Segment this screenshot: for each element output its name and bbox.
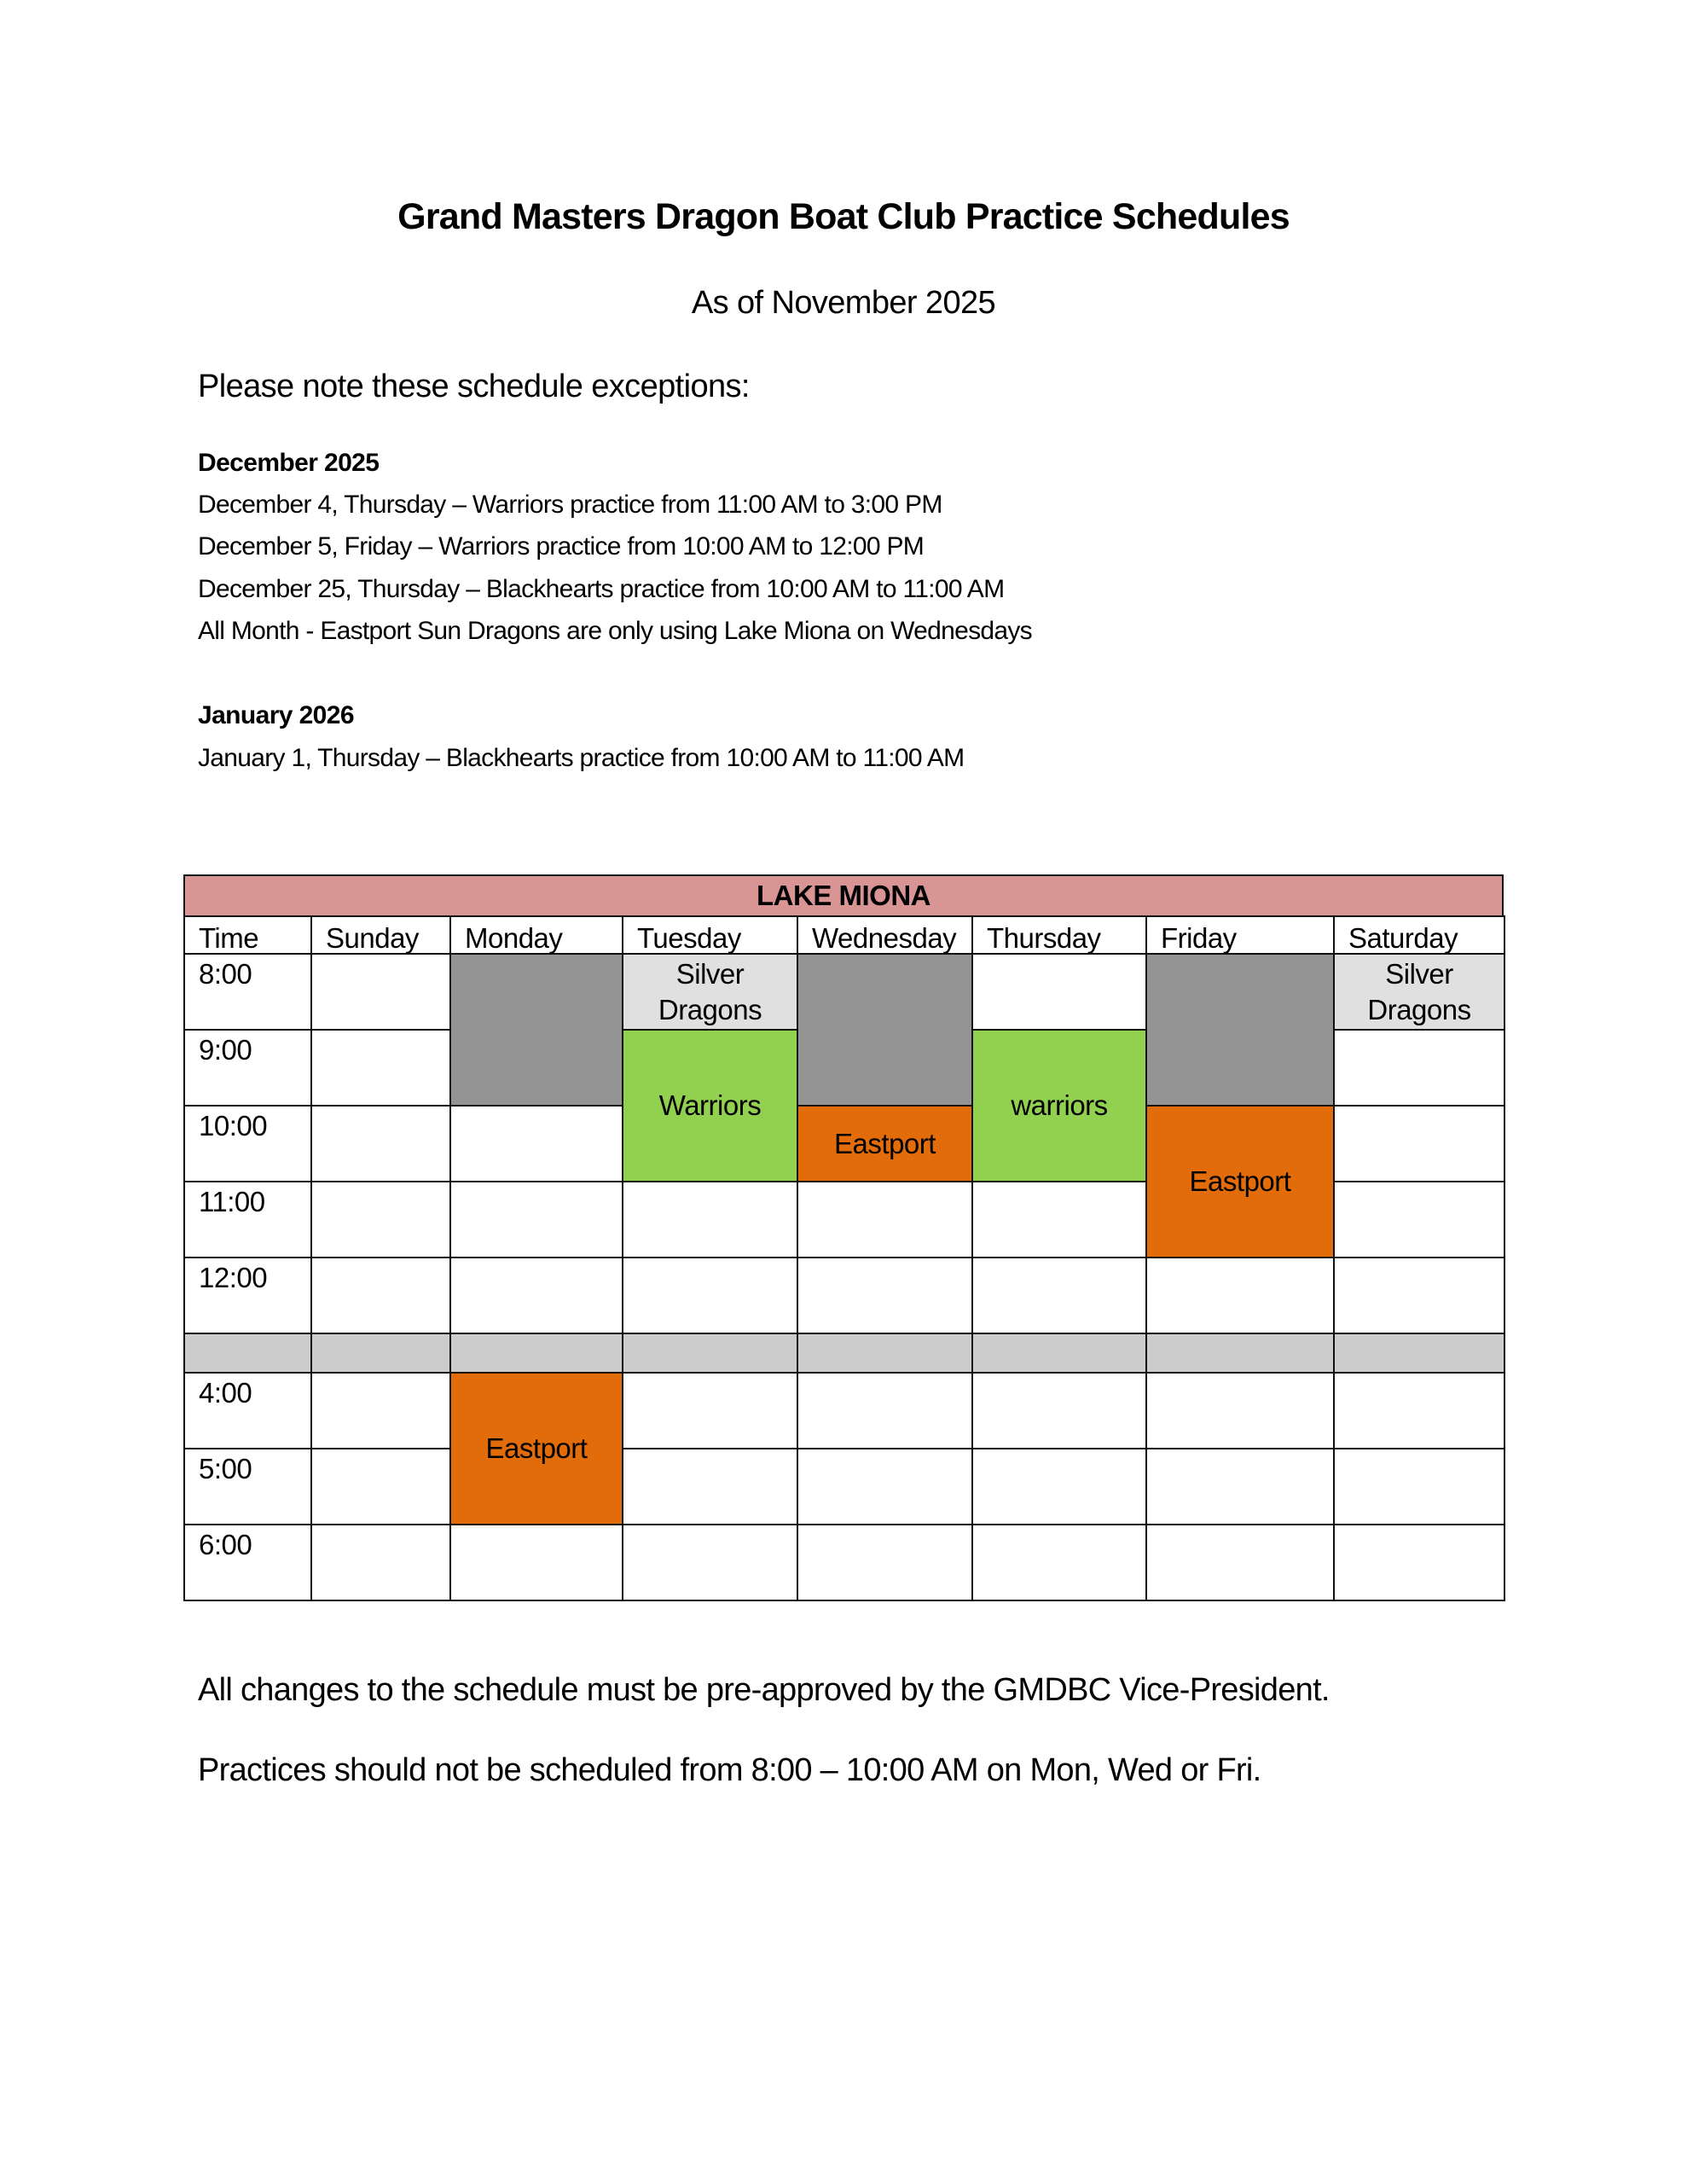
break-row-cell [797,1333,973,1374]
exception-month-january: January 2026 [198,701,354,729]
exception-line: January 1, Thursday – Blackhearts practice from 10:00 AM to 11:00 AM [198,744,965,772]
practice-block-eastport[interactable]: Eastport [797,1105,973,1182]
schedule-slot-empty[interactable] [622,1372,798,1449]
schedule-slot-empty[interactable] [310,1029,451,1107]
break-row-cell [1145,1333,1335,1374]
schedule-slot-empty[interactable] [971,1257,1147,1334]
schedule-slot-empty[interactable] [971,1181,1147,1258]
practice-block-eastport[interactable]: Eastport [449,1372,623,1525]
schedule-slot-empty[interactable] [449,1524,623,1601]
break-row-cell [449,1333,623,1374]
schedule-slot-empty[interactable] [797,1372,973,1449]
exception-line: All Month - Eastport Sun Dragons are only using Lake Miona on Wednesdays [198,617,1032,645]
time-label: 12:00 [183,1257,312,1334]
schedule-slot-empty[interactable] [1333,1524,1505,1601]
schedule-slot-empty[interactable] [971,1372,1147,1449]
schedule-slot-empty[interactable] [1145,1372,1335,1449]
exception-month-december: December 2025 [198,449,380,477]
schedule-slot-empty[interactable] [797,1257,973,1334]
time-label: 8:00 [183,953,312,1031]
schedule-slot-empty[interactable] [622,1448,798,1525]
schedule-slot-empty[interactable] [797,1448,973,1525]
blocked-slot [1145,953,1335,1107]
schedule-slot-empty[interactable] [1333,1105,1505,1182]
practice-block-eastport[interactable]: Eastport [1145,1105,1335,1258]
column-header-saturday: Saturday [1333,915,1505,955]
blocked-slot [797,953,973,1107]
break-row-cell [622,1333,798,1374]
break-row-cell [183,1333,312,1374]
exception-line: December 5, Friday – Warriors practice from 10:00 AM to 12:00 PM [198,532,925,561]
footer-note-approval: All changes to the schedule must be pre-approved by the GMDBC Vice-President. [198,1672,1330,1708]
exceptions-intro: Please note these schedule exceptions: [198,369,750,404]
schedule-slot-empty[interactable] [622,1257,798,1334]
time-label: 6:00 [183,1524,312,1601]
column-header-thursday: Thursday [971,915,1147,955]
column-header-wednesday: Wednesday [797,915,973,955]
schedule-slot-empty[interactable] [1333,1029,1505,1107]
schedule-slot-empty[interactable] [971,953,1147,1031]
break-row-cell [1333,1333,1505,1374]
schedule-slot-empty[interactable] [1145,1257,1335,1334]
schedule-slot-empty[interactable] [1333,1181,1505,1258]
blocked-slot [449,953,623,1107]
document-title: Grand Masters Dragon Boat Club Practice Schedules [397,196,1290,237]
practice-block-silver-dragons[interactable]: Silver Dragons [1333,953,1505,1031]
schedule-slot-empty[interactable] [1333,1448,1505,1525]
time-label: 5:00 [183,1448,312,1525]
break-row-cell [971,1333,1147,1374]
schedule-slot-empty[interactable] [310,1105,451,1182]
schedule-slot-empty[interactable] [310,1257,451,1334]
time-label: 10:00 [183,1105,312,1182]
schedule-slot-empty[interactable] [310,1448,451,1525]
exception-line: December 25, Thursday – Blackhearts practice from 10:00 AM to 11:00 AM [198,575,1005,603]
schedule-slot-empty[interactable] [310,953,451,1031]
schedule-slot-empty[interactable] [449,1181,623,1258]
schedule-slot-empty[interactable] [971,1524,1147,1601]
schedule-slot-empty[interactable] [1333,1372,1505,1449]
location-header: LAKE MIONA [183,874,1504,917]
exception-line: December 4, Thursday – Warriors practice from 11:00 AM to 3:00 PM [198,491,942,519]
practice-block-warriors[interactable]: warriors [971,1029,1147,1182]
schedule-slot-empty[interactable] [1145,1448,1335,1525]
column-header-monday: Monday [449,915,623,955]
schedule-slot-empty[interactable] [449,1105,623,1182]
schedule-slot-empty[interactable] [310,1524,451,1601]
schedule-slot-empty[interactable] [310,1181,451,1258]
time-label: 9:00 [183,1029,312,1107]
time-label: 4:00 [183,1372,312,1449]
column-header-sunday: Sunday [310,915,451,955]
schedule-slot-empty[interactable] [1333,1257,1505,1334]
practice-block-silver-dragons[interactable]: Silver Dragons [622,953,798,1031]
column-header-time: Time [183,915,312,955]
schedule-slot-empty[interactable] [797,1181,973,1258]
schedule-slot-empty[interactable] [449,1257,623,1334]
schedule-slot-empty[interactable] [971,1448,1147,1525]
schedule-slot-empty[interactable] [1145,1524,1335,1601]
schedule-slot-empty[interactable] [622,1524,798,1601]
break-row-cell [310,1333,451,1374]
practice-block-warriors[interactable]: Warriors [622,1029,798,1182]
time-label: 11:00 [183,1181,312,1258]
footer-note-restriction: Practices should not be scheduled from 8:00 – 10:00 AM on Mon, Wed or Fri. [198,1752,1261,1788]
schedule-slot-empty[interactable] [797,1524,973,1601]
document-subtitle: As of November 2025 [691,285,996,321]
column-header-tuesday: Tuesday [622,915,798,955]
column-header-friday: Friday [1145,915,1335,955]
schedule-slot-empty[interactable] [622,1181,798,1258]
schedule-slot-empty[interactable] [310,1372,451,1449]
